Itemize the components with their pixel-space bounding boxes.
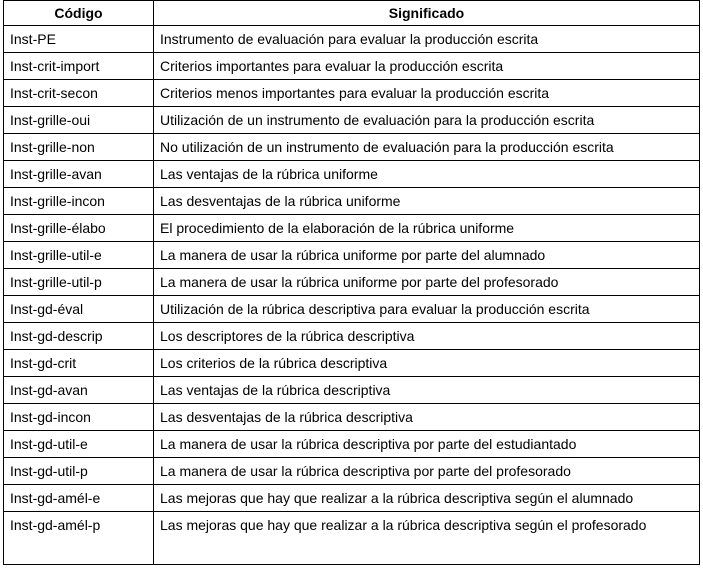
table-row (4, 485, 700, 512)
table-row (4, 134, 700, 161)
table-row (4, 53, 700, 80)
table-row (4, 80, 700, 107)
code-cell: Inst-gd-avan (4, 377, 154, 404)
header-row (4, 1, 700, 26)
code-cell: Inst-gd-util-e (4, 431, 154, 458)
code-cell: Inst-gd-éval (4, 296, 154, 323)
table-row (4, 296, 700, 323)
meaning-cell: La manera de usar la rúbrica descriptiva por parte del profesorado (154, 458, 700, 485)
meaning-cell: La manera de usar la rúbrica uniforme por parte del alumnado (154, 242, 700, 269)
meaning-cell: La manera de usar la rúbrica descriptiva por parte del estudiantado (154, 431, 700, 458)
meaning-cell: Las mejoras que hay que realizar a la rúbrica descriptiva según el alumnado (154, 485, 700, 512)
meaning-cell: Las mejoras que hay que realizar a la rúbrica descriptiva según el profesorado (154, 512, 700, 565)
meaning-cell: Las desventajas de la rúbrica uniforme (154, 188, 700, 215)
code-cell: Inst-grille-util-p (4, 269, 154, 296)
meaning-cell: Instrumento de evaluación para evaluar la producción escrita (154, 26, 700, 53)
meaning-cell: Utilización de un instrumento de evaluación para la producción escrita (154, 107, 700, 134)
code-cell: Inst-grille-util-e (4, 242, 154, 269)
header-meaning: Significado (154, 1, 700, 26)
table-row (4, 269, 700, 296)
table-row (4, 512, 700, 565)
table-row (4, 188, 700, 215)
table-row (4, 161, 700, 188)
table-row (4, 458, 700, 485)
meaning-cell: Criterios menos importantes para evaluar la producción escrita (154, 80, 700, 107)
table-row (4, 215, 700, 242)
table-row (4, 377, 700, 404)
meaning-cell: El procedimiento de la elaboración de la rúbrica uniforme (154, 215, 700, 242)
code-cell: Inst-gd-util-p (4, 458, 154, 485)
code-cell: Inst-crit-secon (4, 80, 154, 107)
code-cell: Inst-crit-import (4, 53, 154, 80)
code-cell: Inst-PE (4, 26, 154, 53)
code-cell: Inst-gd-amél-e (4, 485, 154, 512)
code-table (3, 0, 700, 565)
code-cell: Inst-gd-incon (4, 404, 154, 431)
table-row (4, 404, 700, 431)
code-cell: Inst-grille-non (4, 134, 154, 161)
code-cell: Inst-gd-amél-p (4, 512, 154, 565)
code-cell: Inst-grille-élabo (4, 215, 154, 242)
meaning-cell: Las ventajas de la rúbrica descriptiva (154, 377, 700, 404)
meaning-cell: Los descriptores de la rúbrica descriptiva (154, 323, 700, 350)
header-code: Código (4, 1, 154, 26)
meaning-cell: Los criterios de la rúbrica descriptiva (154, 350, 700, 377)
meaning-cell: La manera de usar la rúbrica uniforme por parte del profesorado (154, 269, 700, 296)
meaning-cell: No utilización de un instrumento de evaluación para la producción escrita (154, 134, 700, 161)
table-row (4, 107, 700, 134)
code-cell: Inst-gd-crit (4, 350, 154, 377)
meaning-cell: Criterios importantes para evaluar la producción escrita (154, 53, 700, 80)
meaning-cell: Las desventajas de la rúbrica descriptiva (154, 404, 700, 431)
code-cell: Inst-grille-avan (4, 161, 154, 188)
code-cell: Inst-gd-descrip (4, 323, 154, 350)
table-row (4, 350, 700, 377)
code-cell: Inst-grille-oui (4, 107, 154, 134)
table-row (4, 431, 700, 458)
code-cell: Inst-grille-incon (4, 188, 154, 215)
table-row (4, 323, 700, 350)
meaning-cell: Utilización de la rúbrica descriptiva para evaluar la producción escrita (154, 296, 700, 323)
table-row (4, 26, 700, 53)
meaning-cell: Las ventajas de la rúbrica uniforme (154, 161, 700, 188)
table-row (4, 242, 700, 269)
